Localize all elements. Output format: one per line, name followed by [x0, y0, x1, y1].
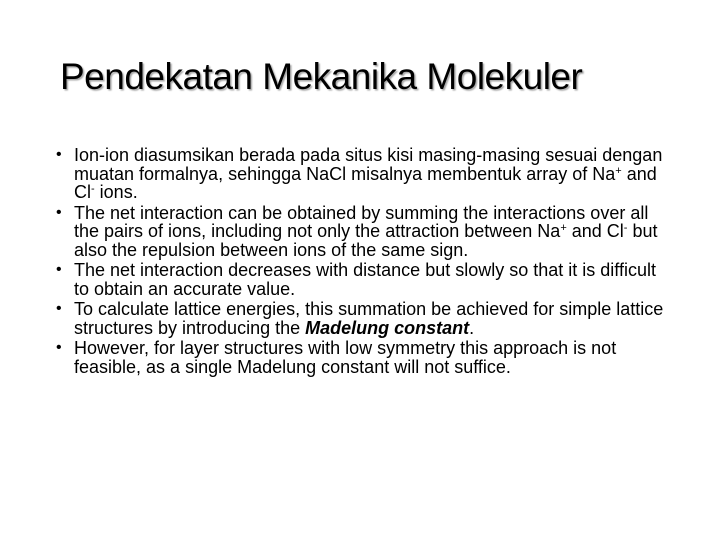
bullet-text: and Cl	[566, 221, 624, 241]
bullet-text: but also the repulsion between ions of the same sign.	[74, 221, 658, 260]
bullet-text: The net interaction decreases with distance but slowly so that it is difficult to obtain an accurate value.	[74, 260, 656, 299]
superscript: +	[615, 164, 622, 177]
superscript: -	[91, 183, 95, 195]
bullet-text: However, for layer structures with low symmetry this approach is not feasible, as a single Madelung constant will not suffice.	[74, 338, 617, 377]
bullet-item	[56, 204, 666, 260]
superscript: -	[623, 222, 628, 234]
bullet-dot-icon: •	[56, 300, 62, 317]
bullet-item	[56, 146, 666, 202]
bullet-dot-icon: •	[56, 261, 62, 278]
bullet-text: ions.	[94, 182, 138, 202]
bullet-dot-icon: •	[56, 146, 62, 163]
bullet-text: To calculate lattice energies, this summation be achieved for simple lattice structures by introducing the	[74, 299, 664, 338]
bullet-text: The net interaction can be obtained by summing the interactions over all the pairs of ions, including not only the attraction between Na	[74, 202, 649, 241]
bullet-dot-icon: •	[56, 339, 62, 356]
madelung-emphasis: Madelung constant	[305, 317, 470, 338]
bullet-text: Ion-ion diasumsikan berada pada situs kisi masing-masing sesuai dengan muatan formalnya, sehingga NaCl misalnya membentuk array of Na	[74, 145, 663, 184]
bullet-text: and Cl	[74, 163, 657, 202]
bullet-item	[56, 339, 666, 376]
bullet-text: .	[469, 317, 475, 338]
bullet-item	[56, 261, 666, 298]
bullet-dot-icon: •	[56, 203, 62, 221]
slide-title: Pendekatan Mekanika Molekuler	[60, 56, 583, 97]
superscript: +	[560, 222, 567, 234]
bullet-item	[56, 300, 666, 337]
bullet-list	[56, 146, 666, 378]
